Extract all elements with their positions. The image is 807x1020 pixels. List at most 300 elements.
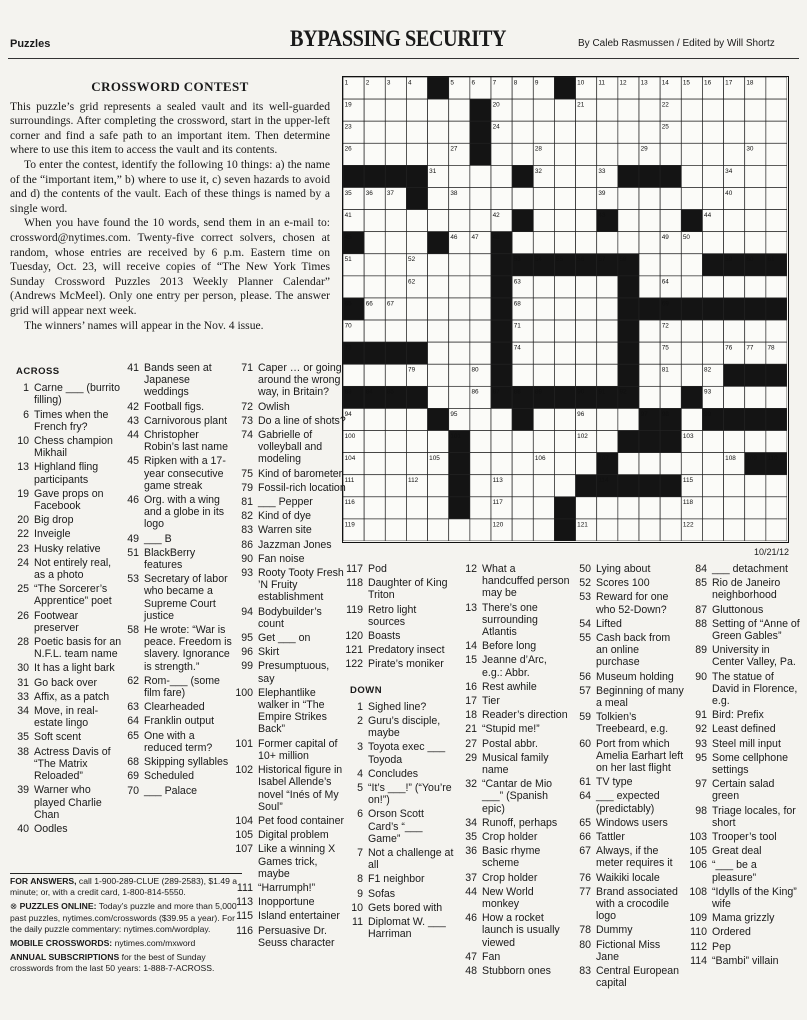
grid-cell[interactable] — [597, 99, 618, 121]
grid-cell[interactable] — [385, 143, 406, 165]
clue-item[interactable] — [686, 563, 800, 575]
clue-item[interactable] — [570, 845, 684, 869]
clue-item[interactable] — [118, 547, 232, 571]
grid-cell[interactable] — [428, 497, 449, 519]
grid-cell[interactable] — [364, 320, 385, 342]
clue-item[interactable] — [118, 533, 232, 545]
grid-cell[interactable] — [449, 254, 470, 276]
grid-cell[interactable] — [554, 143, 575, 165]
clue-item[interactable] — [232, 660, 346, 684]
grid-cell[interactable] — [406, 519, 427, 541]
clue-item[interactable] — [456, 951, 570, 963]
grid-cell[interactable] — [745, 99, 766, 121]
grid-cell[interactable] — [406, 408, 427, 430]
grid-cell[interactable] — [597, 364, 618, 386]
clue-item[interactable] — [8, 823, 122, 835]
grid-cell[interactable] — [745, 497, 766, 519]
grid-cell[interactable] — [512, 497, 533, 519]
grid-cell[interactable] — [533, 364, 554, 386]
grid-cell[interactable] — [364, 254, 385, 276]
grid-cell[interactable] — [428, 254, 449, 276]
grid-cell[interactable] — [766, 497, 787, 519]
grid-cell[interactable] — [406, 121, 427, 143]
grid-cell[interactable] — [766, 143, 787, 165]
grid-cell[interactable] — [385, 320, 406, 342]
grid-cell[interactable] — [385, 210, 406, 232]
grid-cell[interactable] — [745, 386, 766, 408]
grid-cell[interactable] — [406, 497, 427, 519]
clue-item[interactable] — [342, 768, 456, 780]
grid-cell[interactable] — [618, 453, 639, 475]
grid-cell[interactable] — [745, 320, 766, 342]
grid-cell[interactable] — [491, 431, 512, 453]
clue-item[interactable] — [118, 624, 232, 673]
grid-cell[interactable] — [428, 342, 449, 364]
grid-cell[interactable] — [639, 276, 660, 298]
grid-cell[interactable] — [470, 342, 491, 364]
grid-cell[interactable] — [576, 210, 597, 232]
clue-item[interactable] — [342, 847, 456, 871]
clue-item[interactable] — [570, 563, 684, 575]
grid-cell[interactable] — [745, 232, 766, 254]
grid-cell[interactable] — [533, 497, 554, 519]
clue-item[interactable] — [456, 709, 570, 721]
grid-cell[interactable] — [597, 121, 618, 143]
clue-item[interactable] — [8, 382, 122, 406]
grid-cell[interactable] — [491, 187, 512, 209]
clue-item[interactable] — [118, 756, 232, 768]
grid-cell[interactable] — [702, 232, 723, 254]
clue-item[interactable] — [456, 965, 570, 977]
clue-item[interactable] — [232, 510, 346, 522]
clue-item[interactable] — [8, 731, 122, 743]
grid-cell[interactable] — [681, 320, 702, 342]
grid-cell[interactable] — [533, 298, 554, 320]
clue-item[interactable] — [8, 636, 122, 660]
grid-cell[interactable] — [639, 497, 660, 519]
clue-item[interactable] — [8, 409, 122, 433]
grid-cell[interactable] — [512, 99, 533, 121]
clue-item[interactable] — [342, 741, 456, 765]
grid-cell[interactable] — [639, 320, 660, 342]
grid-cell[interactable] — [364, 364, 385, 386]
grid-cell[interactable] — [428, 298, 449, 320]
grid-cell[interactable] — [406, 320, 427, 342]
clue-item[interactable] — [232, 882, 346, 894]
clue-item[interactable] — [342, 658, 456, 670]
grid-cell[interactable] — [597, 276, 618, 298]
grid-cell[interactable] — [470, 408, 491, 430]
grid-cell[interactable] — [766, 475, 787, 497]
clue-item[interactable] — [8, 784, 122, 821]
clue-item[interactable] — [686, 604, 800, 616]
clue-item[interactable] — [8, 662, 122, 674]
clue-item[interactable] — [570, 632, 684, 669]
grid-cell[interactable] — [766, 276, 787, 298]
grid-cell[interactable] — [385, 254, 406, 276]
grid-cell[interactable] — [449, 519, 470, 541]
grid-cell[interactable] — [428, 475, 449, 497]
grid-cell[interactable] — [702, 187, 723, 209]
clue-item[interactable] — [686, 912, 800, 924]
grid-cell[interactable] — [766, 99, 787, 121]
grid-cell[interactable] — [428, 276, 449, 298]
crossword-grid-svg[interactable] — [343, 77, 787, 541]
clue-item[interactable] — [456, 831, 570, 843]
grid-cell[interactable] — [724, 143, 745, 165]
grid-cell[interactable] — [660, 187, 681, 209]
grid-cell[interactable] — [597, 232, 618, 254]
clue-item[interactable] — [232, 815, 346, 827]
grid-cell[interactable] — [766, 320, 787, 342]
clue-item[interactable] — [456, 845, 570, 869]
clue-item[interactable] — [456, 872, 570, 884]
grid-cell[interactable] — [576, 121, 597, 143]
grid-cell[interactable] — [512, 121, 533, 143]
grid-cell[interactable] — [554, 342, 575, 364]
grid-cell[interactable] — [554, 232, 575, 254]
grid-cell[interactable] — [724, 431, 745, 453]
clue-item[interactable] — [8, 583, 122, 607]
grid-cell[interactable] — [512, 431, 533, 453]
grid-cell[interactable] — [533, 187, 554, 209]
grid-cell[interactable] — [618, 187, 639, 209]
grid-cell[interactable] — [702, 165, 723, 187]
grid-cell[interactable] — [554, 99, 575, 121]
grid-cell[interactable] — [512, 364, 533, 386]
grid-cell[interactable] — [364, 408, 385, 430]
grid-cell[interactable] — [533, 342, 554, 364]
grid-cell[interactable] — [449, 210, 470, 232]
clue-item[interactable] — [342, 916, 456, 940]
clue-item[interactable] — [232, 496, 346, 508]
grid-cell[interactable] — [406, 232, 427, 254]
clue-item[interactable] — [118, 730, 232, 754]
grid-cell[interactable] — [702, 475, 723, 497]
grid-cell[interactable] — [385, 431, 406, 453]
crossword-grid[interactable] — [342, 76, 789, 543]
grid-cell[interactable] — [470, 431, 491, 453]
grid-cell[interactable] — [449, 276, 470, 298]
grid-cell[interactable] — [724, 99, 745, 121]
grid-cell[interactable] — [428, 364, 449, 386]
clue-item[interactable] — [686, 577, 800, 601]
grid-cell[interactable] — [576, 364, 597, 386]
clue-item[interactable] — [8, 705, 122, 729]
grid-cell[interactable] — [470, 320, 491, 342]
clue-item[interactable] — [8, 677, 122, 689]
grid-cell[interactable] — [702, 342, 723, 364]
grid-cell[interactable] — [364, 210, 385, 232]
clue-item[interactable] — [232, 687, 346, 736]
grid-cell[interactable] — [364, 431, 385, 453]
grid-cell[interactable] — [745, 165, 766, 187]
grid-cell[interactable] — [470, 298, 491, 320]
clue-item[interactable] — [232, 567, 346, 604]
clue-item[interactable] — [456, 681, 570, 693]
clue-item[interactable] — [456, 817, 570, 829]
grid-cell[interactable] — [618, 121, 639, 143]
clue-item[interactable] — [456, 738, 570, 750]
grid-cell[interactable] — [766, 386, 787, 408]
clue-item[interactable] — [232, 429, 346, 466]
grid-cell[interactable] — [512, 143, 533, 165]
clue-item[interactable] — [570, 685, 684, 709]
grid-cell[interactable] — [766, 165, 787, 187]
clue-item[interactable] — [456, 640, 570, 652]
grid-cell[interactable] — [639, 254, 660, 276]
grid-cell[interactable] — [554, 475, 575, 497]
grid-cell[interactable] — [724, 320, 745, 342]
grid-cell[interactable] — [428, 320, 449, 342]
grid-cell[interactable] — [681, 453, 702, 475]
grid-cell[interactable] — [512, 519, 533, 541]
grid-cell[interactable] — [745, 276, 766, 298]
clue-item[interactable] — [118, 675, 232, 699]
clue-item[interactable] — [342, 902, 456, 914]
grid-cell[interactable] — [449, 386, 470, 408]
grid-cell[interactable] — [554, 165, 575, 187]
clue-item[interactable] — [686, 886, 800, 910]
grid-cell[interactable] — [660, 519, 681, 541]
clue-item[interactable] — [686, 926, 800, 938]
clue-item[interactable] — [570, 924, 684, 936]
clue-item[interactable] — [570, 776, 684, 788]
clue-item[interactable] — [342, 563, 456, 575]
grid-cell[interactable] — [766, 77, 787, 99]
grid-cell[interactable] — [554, 210, 575, 232]
grid-cell[interactable] — [533, 431, 554, 453]
grid-cell[interactable] — [554, 320, 575, 342]
grid-cell[interactable] — [491, 165, 512, 187]
grid-cell[interactable] — [385, 408, 406, 430]
grid-cell[interactable] — [702, 519, 723, 541]
grid-cell[interactable] — [702, 497, 723, 519]
grid-cell[interactable] — [428, 187, 449, 209]
grid-cell[interactable] — [343, 276, 364, 298]
clue-item[interactable] — [8, 488, 122, 512]
clue-item[interactable] — [570, 831, 684, 843]
grid-cell[interactable] — [449, 364, 470, 386]
clue-item[interactable] — [570, 817, 684, 829]
grid-cell[interactable] — [660, 453, 681, 475]
clue-item[interactable] — [232, 468, 346, 480]
grid-cell[interactable] — [491, 453, 512, 475]
grid-cell[interactable] — [618, 408, 639, 430]
clue-item[interactable] — [232, 606, 346, 630]
clue-item[interactable] — [118, 573, 232, 622]
grid-cell[interactable] — [449, 121, 470, 143]
grid-cell[interactable] — [681, 165, 702, 187]
clue-item[interactable] — [342, 644, 456, 656]
clue-item[interactable] — [342, 873, 456, 885]
grid-cell[interactable] — [597, 519, 618, 541]
grid-cell[interactable] — [576, 497, 597, 519]
grid-cell[interactable] — [745, 431, 766, 453]
clue-item[interactable] — [686, 778, 800, 802]
grid-cell[interactable] — [618, 232, 639, 254]
clue-item[interactable] — [232, 843, 346, 880]
clue-item[interactable] — [456, 602, 570, 639]
grid-cell[interactable] — [766, 210, 787, 232]
grid-cell[interactable] — [364, 475, 385, 497]
grid-cell[interactable] — [660, 497, 681, 519]
grid-cell[interactable] — [364, 99, 385, 121]
grid-cell[interactable] — [533, 210, 554, 232]
clue-item[interactable] — [342, 701, 456, 713]
clue-item[interactable] — [118, 455, 232, 492]
grid-cell[interactable] — [724, 232, 745, 254]
grid-cell[interactable] — [406, 431, 427, 453]
clue-item[interactable] — [232, 896, 346, 908]
grid-cell[interactable] — [702, 431, 723, 453]
grid-cell[interactable] — [639, 364, 660, 386]
grid-cell[interactable] — [385, 232, 406, 254]
grid-cell[interactable] — [364, 232, 385, 254]
grid-cell[interactable] — [491, 408, 512, 430]
grid-cell[interactable] — [576, 165, 597, 187]
grid-cell[interactable] — [428, 121, 449, 143]
grid-cell[interactable] — [533, 99, 554, 121]
grid-cell[interactable] — [343, 364, 364, 386]
clue-item[interactable] — [456, 886, 570, 910]
grid-cell[interactable] — [745, 210, 766, 232]
clue-item[interactable] — [686, 955, 800, 967]
grid-cell[interactable] — [533, 121, 554, 143]
grid-cell[interactable] — [428, 519, 449, 541]
clue-item[interactable] — [8, 514, 122, 526]
clue-item[interactable] — [456, 563, 570, 600]
grid-cell[interactable] — [681, 99, 702, 121]
grid-cell[interactable] — [406, 210, 427, 232]
clue-item[interactable] — [686, 941, 800, 953]
grid-cell[interactable] — [449, 298, 470, 320]
grid-cell[interactable] — [724, 497, 745, 519]
clue-item[interactable] — [570, 886, 684, 923]
grid-cell[interactable] — [428, 210, 449, 232]
clue-item[interactable] — [8, 435, 122, 459]
clue-item[interactable] — [342, 604, 456, 628]
grid-cell[interactable] — [533, 475, 554, 497]
clue-item[interactable] — [8, 528, 122, 540]
clue-item[interactable] — [342, 715, 456, 739]
clue-item[interactable] — [8, 610, 122, 634]
grid-cell[interactable] — [533, 519, 554, 541]
clue-item[interactable] — [232, 401, 346, 413]
clue-item[interactable] — [118, 785, 232, 797]
clue-item[interactable] — [686, 738, 800, 750]
grid-cell[interactable] — [597, 497, 618, 519]
grid-cell[interactable] — [512, 475, 533, 497]
grid-cell[interactable] — [639, 187, 660, 209]
clue-item[interactable] — [118, 429, 232, 453]
grid-cell[interactable] — [618, 210, 639, 232]
grid-cell[interactable] — [385, 364, 406, 386]
clue-item[interactable] — [118, 494, 232, 531]
grid-cell[interactable] — [681, 364, 702, 386]
grid-cell[interactable] — [364, 519, 385, 541]
clue-item[interactable] — [456, 695, 570, 707]
grid-cell[interactable] — [554, 187, 575, 209]
grid-cell[interactable] — [470, 453, 491, 475]
grid-cell[interactable] — [681, 254, 702, 276]
clue-item[interactable] — [686, 805, 800, 829]
grid-cell[interactable] — [533, 276, 554, 298]
grid-cell[interactable] — [385, 276, 406, 298]
grid-cell[interactable] — [702, 121, 723, 143]
clue-item[interactable] — [570, 618, 684, 630]
grid-cell[interactable] — [681, 342, 702, 364]
clue-item[interactable] — [570, 790, 684, 814]
clue-item[interactable] — [686, 859, 800, 883]
clue-item[interactable] — [456, 723, 570, 735]
clue-item[interactable] — [342, 630, 456, 642]
grid-cell[interactable] — [533, 408, 554, 430]
clue-item[interactable] — [232, 764, 346, 813]
grid-cell[interactable] — [406, 453, 427, 475]
grid-cell[interactable] — [660, 210, 681, 232]
grid-cell[interactable] — [470, 210, 491, 232]
grid-cell[interactable] — [470, 519, 491, 541]
grid-cell[interactable] — [660, 143, 681, 165]
grid-cell[interactable] — [597, 408, 618, 430]
clue-item[interactable] — [232, 738, 346, 762]
grid-cell[interactable] — [576, 143, 597, 165]
grid-cell[interactable] — [364, 276, 385, 298]
grid-cell[interactable] — [745, 121, 766, 143]
clue-item[interactable] — [232, 632, 346, 644]
grid-cell[interactable] — [576, 320, 597, 342]
grid-cell[interactable] — [533, 320, 554, 342]
grid-cell[interactable] — [639, 453, 660, 475]
grid-cell[interactable] — [660, 254, 681, 276]
grid-cell[interactable] — [766, 519, 787, 541]
grid-cell[interactable] — [406, 143, 427, 165]
grid-cell[interactable] — [470, 276, 491, 298]
clue-item[interactable] — [570, 939, 684, 963]
grid-cell[interactable] — [364, 453, 385, 475]
grid-cell[interactable] — [745, 519, 766, 541]
clue-item[interactable] — [118, 401, 232, 413]
grid-cell[interactable] — [428, 99, 449, 121]
grid-cell[interactable] — [597, 143, 618, 165]
clue-item[interactable] — [342, 782, 456, 806]
clue-item[interactable] — [232, 646, 346, 658]
grid-cell[interactable] — [470, 254, 491, 276]
grid-cell[interactable] — [512, 187, 533, 209]
clue-item[interactable] — [456, 778, 570, 815]
clue-item[interactable] — [570, 577, 684, 589]
grid-cell[interactable] — [681, 187, 702, 209]
clue-item[interactable] — [686, 618, 800, 642]
grid-cell[interactable] — [702, 276, 723, 298]
grid-cell[interactable] — [702, 320, 723, 342]
clue-item[interactable] — [686, 845, 800, 857]
clue-item[interactable] — [570, 872, 684, 884]
grid-cell[interactable] — [724, 475, 745, 497]
grid-cell[interactable] — [512, 453, 533, 475]
clue-item[interactable] — [686, 671, 800, 708]
grid-cell[interactable] — [639, 342, 660, 364]
clue-item[interactable] — [570, 711, 684, 735]
grid-cell[interactable] — [449, 342, 470, 364]
clue-item[interactable] — [8, 557, 122, 581]
clue-item[interactable] — [118, 415, 232, 427]
grid-cell[interactable] — [554, 364, 575, 386]
grid-cell[interactable] — [470, 497, 491, 519]
grid-cell[interactable] — [576, 232, 597, 254]
grid-cell[interactable] — [385, 497, 406, 519]
